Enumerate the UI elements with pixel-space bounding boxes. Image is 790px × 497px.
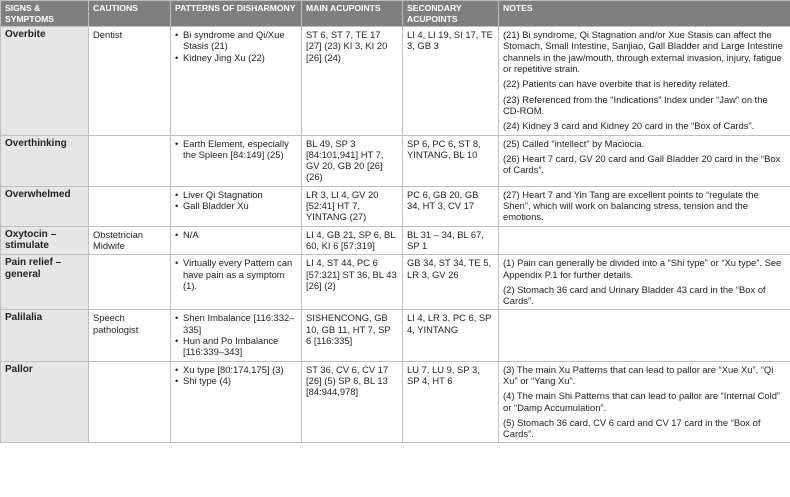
cautions-cell <box>89 255 171 310</box>
col-header-patterns: PATTERNS OF DISHARMONY <box>171 1 302 27</box>
notes-cell <box>499 27 790 135</box>
pattern-item: • Xu type [80:174,175] (3) <box>175 364 297 375</box>
patterns-list <box>175 29 297 63</box>
note-paragraph: (21) Bi syndrome, Qi Stagnation and/or Xue Stasis can affect the Stomach, Small Intestine, Sanjiao, Gall Bladder and Large Intestine channels in the jaw/mouth, through external invasion, injury, fatigue or repetitive strain. <box>503 29 783 75</box>
note-paragraph: (1) Pain can generally be divided into a “Shi type” or “Xu type”. See Appendix P.1 for further details. <box>503 257 782 280</box>
secondary-acupoints-cell: PC 6, GB 20, GB 34, HT 3, CV 17 <box>403 186 499 226</box>
patterns-list <box>175 257 297 291</box>
pattern-item: • Shi type (4) <box>175 375 297 386</box>
pattern-item: • Kidney Jing Xu (22) <box>175 52 297 63</box>
note-paragraph: (23) Referenced from the “Indications” Index under “Jaw” on the CD-ROM. <box>503 93 768 116</box>
note-paragraph: (27) Heart 7 and Yin Tang are excellent points to “regulate the Shen”, which will work on balancing stress, tension and the emotions. <box>503 188 759 223</box>
patterns-list <box>175 364 297 387</box>
note-paragraph: (25) Called “intellect” by Maciocia. <box>503 137 645 149</box>
cautions-cell: Dentist <box>89 27 171 135</box>
cautions-cell <box>89 361 171 443</box>
table-row <box>1 135 790 186</box>
patterns-list <box>175 138 297 161</box>
main-acupoints-cell: LI 4, GB 21, SP 6, BL 60, KI 6 [57:319] <box>302 226 403 255</box>
notes-cell <box>499 226 790 255</box>
secondary-acupoints-cell: BL 31 – 34, BL 67, SP 1 <box>403 226 499 255</box>
header-row <box>1 1 790 27</box>
patterns-cell <box>171 361 302 443</box>
patterns-cell <box>171 226 302 255</box>
sign-cell: Palilalia <box>1 310 89 361</box>
pattern-item: • Bi syndrome and Qi/Xue Stasis (21) <box>175 29 297 52</box>
table-row <box>1 310 790 361</box>
pattern-item: • Shen Imbalance [116:332–335] <box>175 312 297 335</box>
note-paragraph: (24) Kidney 3 card and Kidney 20 card in the “Box of Cards”. <box>503 120 755 132</box>
note-paragraph: (5) Stomach 36 card, CV 6 card and CV 17 card in the “Box of Cards”. <box>503 416 761 440</box>
note-paragraph: (22) Patients can have overbite that is heredity related. <box>503 78 731 90</box>
patterns-cell <box>171 27 302 135</box>
secondary-acupoints-cell: GB 34, ST 34, TE 5, LR 3, GV 26 <box>403 255 499 310</box>
secondary-acupoints-cell: LU 7, LU 9, SP 3, SP 4, HT 6 <box>403 361 499 443</box>
main-acupoints-cell: ST 6, ST 7, TE 17 [27] (23) KI 3, KI 20 [26] (24) <box>302 27 403 135</box>
pattern-item: • Virtually every Pattern can have pain as a symptom (1). <box>175 257 297 291</box>
sign-cell: Overwhelmed <box>1 186 89 226</box>
sign-cell: Pallor <box>1 361 89 443</box>
main-acupoints-cell: SISHENCONG, GB 10, GB 11, HT 7, SP 6 [116:335] <box>302 310 403 361</box>
note-paragraph: (3) The main Xu Patterns that can lead to pallor are “Xue Xu”, “Qi Xu” or “Yang Xu”. <box>503 363 774 386</box>
note-paragraph: (2) Stomach 36 card and Urinary Bladder 43 card in the “Box of Cards”. <box>503 283 766 307</box>
cautions-cell: Speech pathologist <box>89 310 171 361</box>
secondary-acupoints-cell: LI 4, LI 19, SI 17, TE 3, GB 3 <box>403 27 499 135</box>
col-header-main-acupoints: MAIN ACUPOINTS <box>302 1 403 27</box>
notes-cell <box>499 255 790 310</box>
table-row <box>1 226 790 255</box>
notes-cell <box>499 361 790 443</box>
patterns-cell <box>171 186 302 226</box>
table-row <box>1 186 790 226</box>
col-header-cautions: CAUTIONS <box>89 1 171 27</box>
cautions-cell <box>89 135 171 186</box>
patterns-cell <box>171 135 302 186</box>
notes-cell <box>499 310 790 361</box>
table-row <box>1 255 790 310</box>
secondary-acupoints-cell: LI 4, LR 3, PC 6, SP 4, YINTANG <box>403 310 499 361</box>
patterns-list <box>175 189 297 212</box>
table-row <box>1 27 790 135</box>
pattern-item: • Earth Element, especially the Spleen [84:149] (25) <box>175 138 297 161</box>
cautions-cell: Obstetrician Midwife <box>89 226 171 255</box>
col-header-signs: SIGNS & SYMPTOMS <box>1 1 89 27</box>
sign-cell: Oxytocin – stimulate <box>1 226 89 255</box>
secondary-acupoints-cell: SP 6, PC 6, ST 8, YINTANG, BL 10 <box>403 135 499 186</box>
notes-cell <box>499 186 790 226</box>
sign-cell: Overbite <box>1 27 89 135</box>
table-row <box>1 361 790 443</box>
patterns-list <box>175 229 297 240</box>
cautions-cell <box>89 186 171 226</box>
pattern-item: • Gall Bladder Xu <box>175 200 297 211</box>
main-acupoints-cell: LR 3, LI 4, GV 20 [52:41] HT 7, YINTANG (27) <box>302 186 403 226</box>
note-paragraph: (4) The main Shi Patterns that can lead to pallor are “Internal Cold” or “Damp Accumulation”. <box>503 390 781 413</box>
table-body <box>1 27 790 443</box>
pattern-item: • N/A <box>175 229 297 240</box>
pattern-item: • Hun and Po Imbalance [116:339–343] <box>175 335 297 358</box>
sign-cell: Overthinking <box>1 135 89 186</box>
patterns-list <box>175 312 297 357</box>
pattern-item: • Liver Qi Stagnation <box>175 189 297 200</box>
main-acupoints-cell: LI 4, ST 44, PC 6 [57:321] ST 36, BL 43 [26] (2) <box>302 255 403 310</box>
note-paragraph: (26) Heart 7 card, GV 20 card and Gall Bladder 20 card in the “Box of Cards”. <box>503 152 781 176</box>
patterns-cell <box>171 255 302 310</box>
col-header-secondary-acupoints: SECONDARY ACUPOINTS <box>403 1 499 27</box>
main-acupoints-cell: BL 49, SP 3 [84:101,941] HT 7, GV 20, GB 20 [26] (26) <box>302 135 403 186</box>
col-header-notes: NOTES <box>499 1 790 27</box>
main-acupoints-cell: ST 36, CV 6, CV 17 [26] (5) SP 6, BL 13 [84:944,978] <box>302 361 403 443</box>
patterns-cell <box>171 310 302 361</box>
sign-cell: Pain relief – general <box>1 255 89 310</box>
notes-cell <box>499 135 790 186</box>
